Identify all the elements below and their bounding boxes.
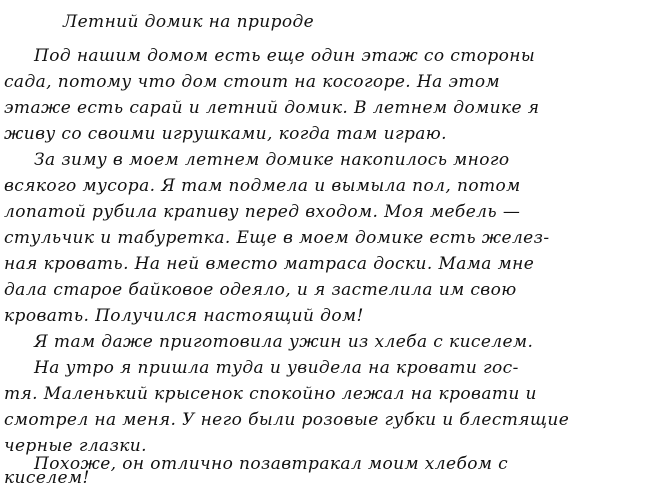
text-line: всякого мусора. Я там подмела и вымыла пол, потом: [4, 176, 521, 196]
text-line: стульчик и табуретка. Еще в моем домике есть желез-: [4, 228, 550, 248]
text-line: этаже есть сарай и летний домик. В летнем домике я: [4, 98, 540, 118]
text-line: смотрел на меня. У него были розовые губки и блестящие: [4, 410, 570, 430]
text-line: живу со своими игрушками, когда там играю.: [4, 124, 447, 144]
text-line: сада, потому что дом стоит на косогоре. На этом: [4, 72, 501, 92]
text-line: За зиму в моем летнем домике накопилось много: [34, 150, 510, 170]
text-line: киселем!: [4, 468, 90, 488]
text-line: ная кровать. На ней вместо матраса доски. Мама мне: [4, 254, 535, 274]
text-line: черные глазки.: [4, 436, 147, 456]
text-line: Под нашим домом есть еще один этаж со стороны: [34, 46, 536, 66]
page-title: Летний домик на природе: [63, 12, 315, 32]
text-line: На утро я пришла туда и увидела на кровати гос-: [34, 358, 519, 378]
text-line: Я там даже приготовила ужин из хлеба с киселем.: [34, 332, 534, 352]
text-line: Похоже, он отлично позавтракал моим хлебом с: [34, 454, 509, 474]
text-line: кровать. Получился настоящий дом!: [4, 306, 364, 326]
text-line: лопатой рубила крапиву перед входом. Моя мебель —: [4, 202, 521, 222]
text-line: тя. Маленький крысенок спокойно лежал на кровати и: [4, 384, 537, 404]
text-line: дала старое байковое одеяло, и я застелила им свою: [4, 280, 517, 300]
